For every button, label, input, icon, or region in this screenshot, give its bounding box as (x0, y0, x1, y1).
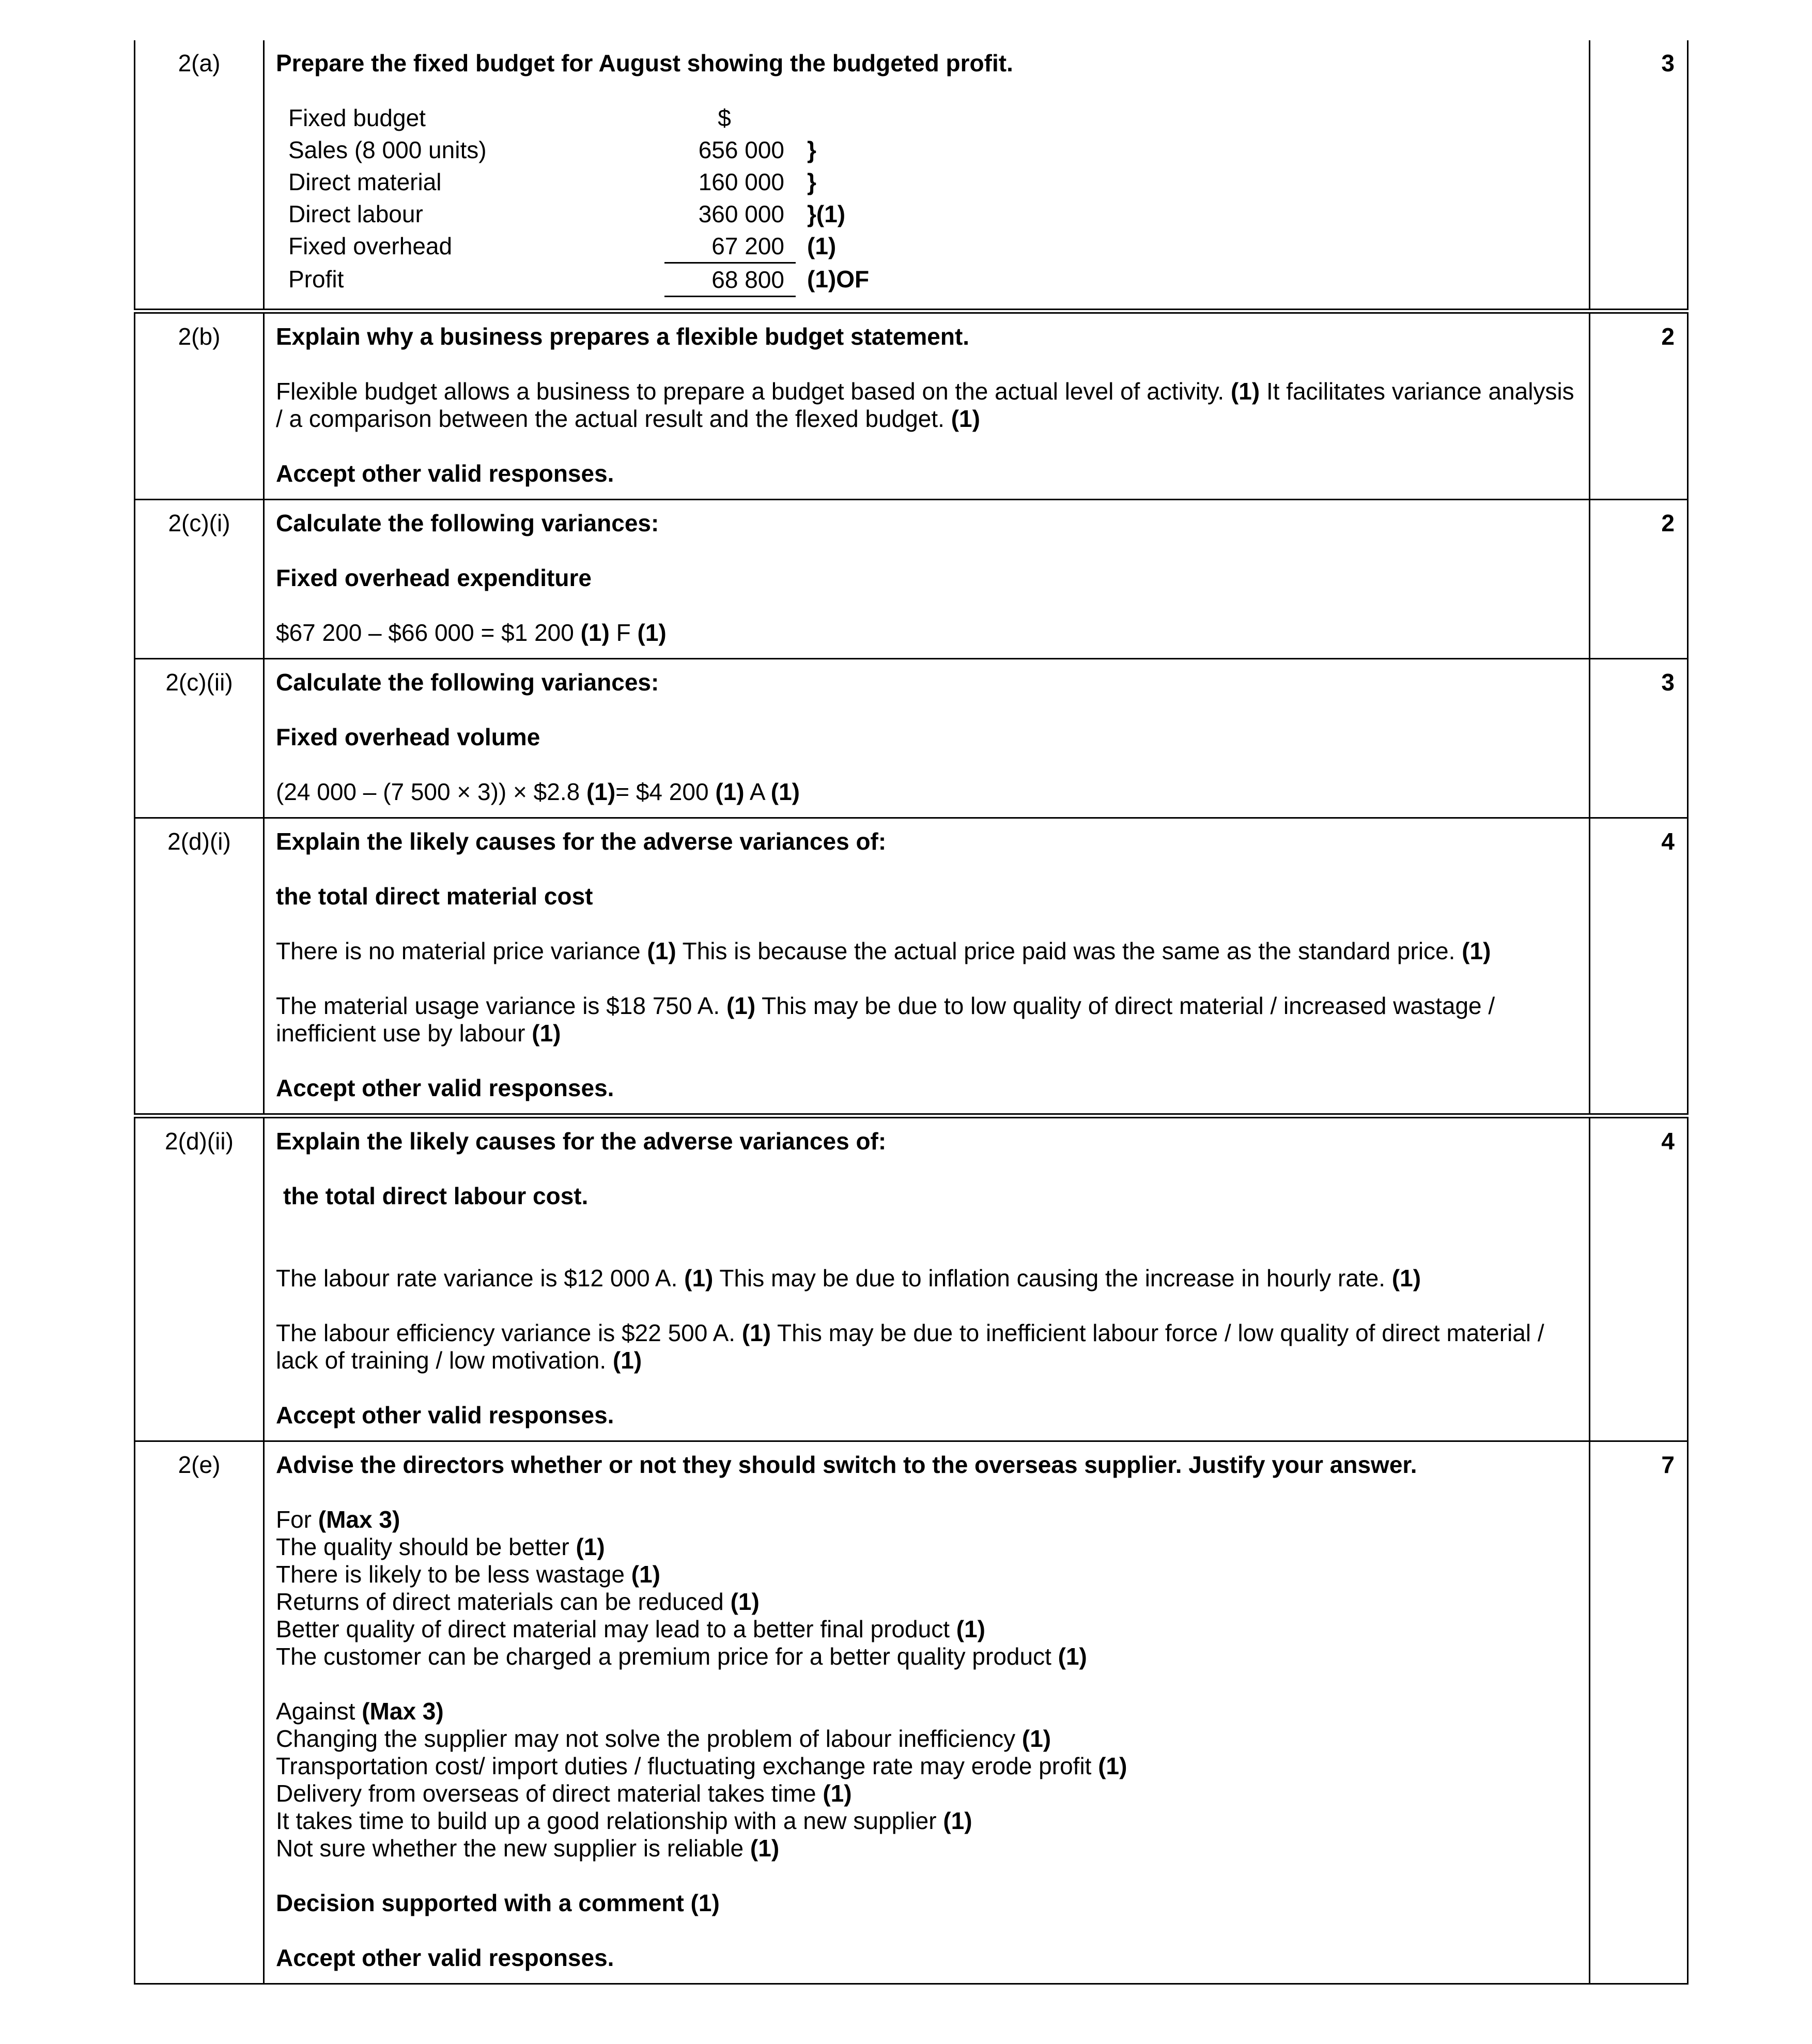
answer-text: This may be due to inefficient labour force / low quality of direct material / lack of training / low motivation. (276, 1319, 1544, 1374)
for-section (276, 1506, 1577, 1670)
answer-text: The labour efficiency variance is $22 500 A. (276, 1319, 736, 1346)
question-number: 2(b) (135, 311, 264, 500)
answer-text: It facilitates variance analysis / a comparison between the actual result and the flexed budget. (276, 378, 1574, 432)
budget-row-amount: 67 200 (664, 230, 796, 263)
question-row-2b (135, 311, 1688, 500)
answer-paragraph (276, 378, 1577, 433)
answer-text: There is no material price variance (276, 938, 641, 964)
mark-award: (1) (580, 619, 610, 646)
question-text: Advise the directors whether or not they should switch to the overseas supplier. Justify your answer. (276, 1451, 1417, 1478)
mark-award: (1) (750, 1835, 780, 1862)
question-row-2di (135, 818, 1688, 1116)
mark-award: (1) (1098, 1753, 1127, 1779)
budget-total-row (288, 263, 869, 297)
budget-header-row (288, 102, 869, 134)
item-text: Changing the supplier may not solve the problem of labour inefficiency (276, 1725, 1016, 1752)
mark-award: (1) (956, 1616, 986, 1642)
answer-paragraph (276, 992, 1577, 1047)
answer-text: This may be due to low quality of direct material / increased wastage / inefficient use by labour (276, 992, 1495, 1047)
mark-award: (1) (684, 1265, 714, 1292)
budget-row-amount: 68 800 (664, 263, 796, 297)
mark-award: (1) (586, 778, 616, 805)
budget-row-amount: 160 000 (698, 168, 784, 195)
max-mark: (Max 3) (362, 1698, 444, 1725)
question-number: 2(c)(ii) (135, 659, 264, 818)
mark-award: (1) (823, 1780, 852, 1807)
item-text: Transportation cost/ import duties / fluctuating exchange rate may erode profit (276, 1753, 1092, 1779)
accept-note: Accept other valid responses. (276, 1944, 614, 1971)
question-text: Calculate the following variances: (276, 669, 659, 696)
question-marks: 7 (1590, 1441, 1688, 1984)
sub-question: the total direct labour cost. (283, 1182, 588, 1209)
question-row-2ci (135, 500, 1688, 659)
list-item (276, 1561, 1577, 1588)
sub-question: the total direct material cost (276, 883, 593, 910)
mark-award: (1) (770, 778, 800, 805)
budget-row-label: Direct material (288, 168, 442, 195)
answer-text: This is because the actual price paid was the same as the standard price. (682, 938, 1455, 964)
question-text: Calculate the following variances: (276, 510, 659, 536)
list-item (276, 1835, 1577, 1862)
mark-award: (1) (637, 619, 667, 646)
calculation (276, 619, 1577, 647)
answer-text: The material usage variance is $18 750 A. (276, 992, 720, 1019)
mark-award: (1) (1462, 938, 1491, 964)
accept-note: Accept other valid responses. (276, 1074, 614, 1101)
sub-question: Fixed overhead expenditure (276, 564, 592, 591)
budget-row-mark: (1) (807, 233, 837, 259)
question-content (264, 1441, 1590, 1984)
list-item (276, 1616, 1577, 1643)
mark-award: (1) (532, 1020, 561, 1047)
budget-row-mark: (1)OF (807, 265, 870, 293)
accept-note: Accept other valid responses. (276, 460, 614, 487)
calculation (276, 778, 1577, 806)
question-content (264, 659, 1590, 818)
against-section (276, 1698, 1577, 1862)
answer-paragraph (276, 938, 1577, 965)
list-item (276, 1753, 1577, 1780)
list-item (276, 1807, 1577, 1835)
mark-award: (1) (647, 938, 676, 964)
budget-row (288, 134, 869, 166)
answer-text: The labour rate variance is $12 000 A. (276, 1265, 678, 1292)
list-item (276, 1533, 1577, 1561)
accept-note: Accept other valid responses. (276, 1402, 614, 1428)
against-heading (276, 1698, 1577, 1725)
budget-header-label: Fixed budget (288, 104, 426, 131)
answer-text: Flexible budget allows a business to prepare a budget based on the actual level of activity. (276, 378, 1225, 405)
calculation-text: = $4 200 (615, 778, 709, 805)
budget-row-mark: } (807, 168, 816, 195)
item-text: Better quality of direct material may lead to a better final product (276, 1616, 950, 1642)
question-marks: 3 (1590, 659, 1688, 818)
question-text: Prepare the fixed budget for August showing the budgeted profit. (276, 50, 1013, 76)
list-item (276, 1588, 1577, 1616)
question-number: 2(e) (135, 1441, 264, 1984)
decision-note: Decision supported with a comment (1) (276, 1889, 720, 1916)
mark-award: (1) (730, 1588, 760, 1615)
budget-row-label: Direct labour (288, 201, 423, 227)
question-number: 2(d)(ii) (135, 1116, 264, 1441)
budget-row (288, 198, 869, 230)
question-row-2dii (135, 1116, 1688, 1441)
item-text: Returns of direct materials can be reduced (276, 1588, 724, 1615)
question-row-2e (135, 1441, 1688, 1984)
question-text: Explain why a business prepares a flexible budget statement. (276, 323, 970, 350)
sub-question: Fixed overhead volume (276, 724, 540, 750)
item-text: The customer can be charged a premium price for a better quality product (276, 1643, 1051, 1670)
budget-row-amount: 360 000 (698, 201, 784, 227)
item-text: The quality should be better (276, 1533, 569, 1560)
item-text: Delivery from overseas of direct material takes time (276, 1780, 816, 1807)
item-text: Not sure whether the new supplier is reliable (276, 1835, 744, 1862)
budget-row-amount: 656 000 (698, 136, 784, 163)
list-item (276, 1643, 1577, 1670)
for-label: For (276, 1506, 312, 1533)
question-marks: 2 (1590, 500, 1688, 659)
question-marks: 4 (1590, 818, 1688, 1116)
budget-row-label: Fixed overhead (288, 233, 453, 259)
max-mark: (Max 3) (318, 1506, 400, 1533)
calculation-text: (24 000 – (7 500 × 3)) × $2.8 (276, 778, 580, 805)
calculation-text: A (749, 778, 764, 805)
budget-row-label: Sales (8 000 units) (288, 136, 487, 163)
list-item (276, 1780, 1577, 1807)
question-content (264, 40, 1590, 311)
for-heading (276, 1506, 1577, 1533)
mark-award: (1) (1021, 1725, 1051, 1752)
question-content (264, 818, 1590, 1116)
question-number: 2(c)(i) (135, 500, 264, 659)
mark-award: (1) (726, 992, 756, 1019)
budget-row-mark: }(1) (807, 201, 846, 227)
item-text: It takes time to build up a good relationship with a new supplier (276, 1807, 937, 1834)
question-number: 2(d)(i) (135, 818, 264, 1116)
answer-text: This may be due to inflation causing the increase in hourly rate. (719, 1265, 1386, 1292)
question-marks: 3 (1590, 40, 1688, 311)
question-text: Explain the likely causes for the adverse variances of: (276, 828, 887, 855)
mark-award: (1) (1391, 1265, 1421, 1292)
question-marks: 4 (1590, 1116, 1688, 1441)
list-item (276, 1725, 1577, 1753)
calculation-text: $67 200 – $66 000 = $1 200 (276, 619, 574, 646)
mark-award: (1) (715, 778, 745, 805)
mark-award: (1) (951, 405, 980, 432)
budget-row (288, 230, 869, 263)
question-content (264, 500, 1590, 659)
question-number: 2(a) (135, 40, 264, 311)
budget-row-mark: } (807, 136, 816, 163)
calculation-text: F (616, 619, 631, 646)
mark-award: (1) (1058, 1643, 1087, 1670)
budget-row (288, 166, 869, 198)
against-label: Against (276, 1698, 355, 1725)
question-content (264, 1116, 1590, 1441)
question-content (264, 311, 1590, 500)
answer-paragraph (276, 1319, 1577, 1374)
mark-award: (1) (631, 1561, 660, 1588)
mark-award: (1) (943, 1807, 972, 1834)
answer-paragraph (276, 1265, 1577, 1292)
budget-header-currency: $ (718, 104, 731, 131)
question-row-2cii (135, 659, 1688, 818)
mark-award: (1) (1230, 378, 1260, 405)
mark-award: (1) (612, 1347, 642, 1374)
question-row-2a (135, 40, 1688, 311)
question-text: Explain the likely causes for the adverse variances of: (276, 1128, 887, 1155)
item-text: There is likely to be less wastage (276, 1561, 625, 1588)
mark-scheme-table (134, 40, 1689, 1985)
question-marks: 2 (1590, 311, 1688, 500)
mark-award: (1) (576, 1533, 605, 1560)
fixed-budget-table (288, 102, 869, 297)
mark-award: (1) (741, 1319, 771, 1346)
budget-row-label: Profit (288, 265, 344, 293)
